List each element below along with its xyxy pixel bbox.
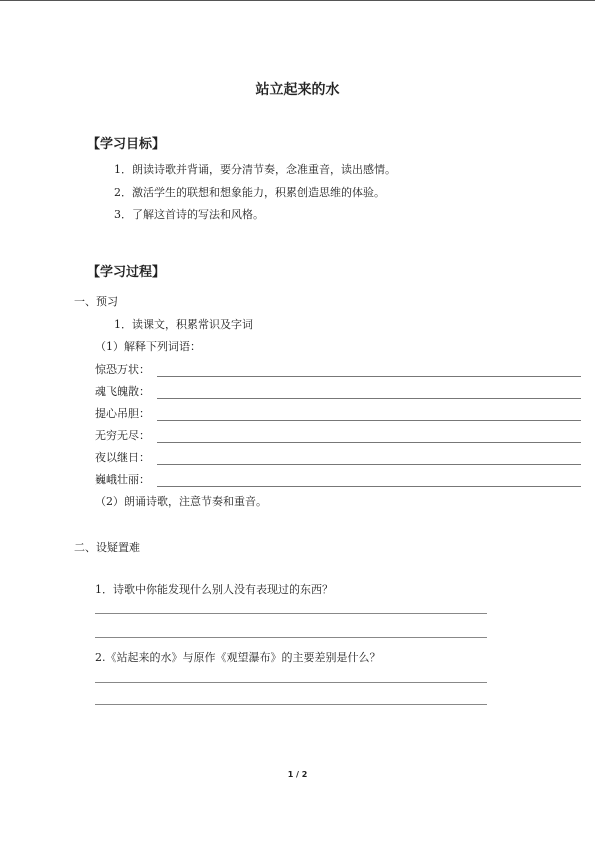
objective-item-2: 2．激活学生的联想和想象能力，积累创造思维的体验。 [114,186,385,199]
vocab-row [95,473,487,487]
answer-blank[interactable] [157,376,529,377]
vocab-term: 魂飞魄散： [95,385,150,398]
vocab-row [95,451,487,465]
answer-blank[interactable] [529,398,581,399]
preview-step-1: 1．读课文，积累常识及字词 [114,318,253,331]
answer-blank[interactable] [157,420,529,421]
answer-blank[interactable] [529,486,581,487]
vocab-row [95,363,487,377]
vocab-term: 夜以继日： [95,451,150,464]
answer-blank[interactable] [529,420,581,421]
vocab-row [95,385,487,399]
page-top-border [0,0,595,1]
objectives-heading: 【学习目标】 [87,137,166,152]
answer-line[interactable] [95,704,487,705]
answer-line[interactable] [95,682,487,683]
preview-step-1a: （1）解释下列词语： [95,340,201,353]
vocab-term: 巍峨壮丽： [95,473,150,486]
answer-blank[interactable] [157,398,529,399]
answer-line[interactable] [95,613,487,614]
preview-step-1b: （2）朗诵诗歌，注意节奏和重音。 [95,495,267,508]
vocab-row [95,407,487,421]
vocab-term: 惊恐万状： [95,363,150,376]
answer-blank[interactable] [157,486,529,487]
question-1: 1．诗歌中你能发现什么别人没有表现过的东西？ [95,583,333,596]
vocab-row [95,429,487,443]
question-2: 2.《站起来的水》与原作《观望瀑布》的主要差别是什么？ [95,651,381,664]
answer-blank[interactable] [529,376,581,377]
section-preview-label: 一、预习 [74,295,118,308]
document-title: 站立起来的水 [255,82,340,98]
page-number: 1 / 2 [287,770,308,779]
answer-blank[interactable] [157,442,529,443]
vocab-term: 提心吊胆： [95,407,150,420]
answer-blank[interactable] [529,442,581,443]
objective-item-1: 1．朗读诗歌并背诵，要分清节奏，念准重音，读出感情。 [114,163,396,176]
objective-item-3: 3．了解这首诗的写法和风格。 [114,208,264,221]
answer-line[interactable] [95,637,487,638]
section-questions-label: 二、设疑置难 [74,541,140,554]
answer-blank[interactable] [529,464,581,465]
answer-blank[interactable] [157,464,529,465]
process-heading: 【学习过程】 [87,265,166,280]
vocab-term: 无穷无尽： [95,429,150,442]
